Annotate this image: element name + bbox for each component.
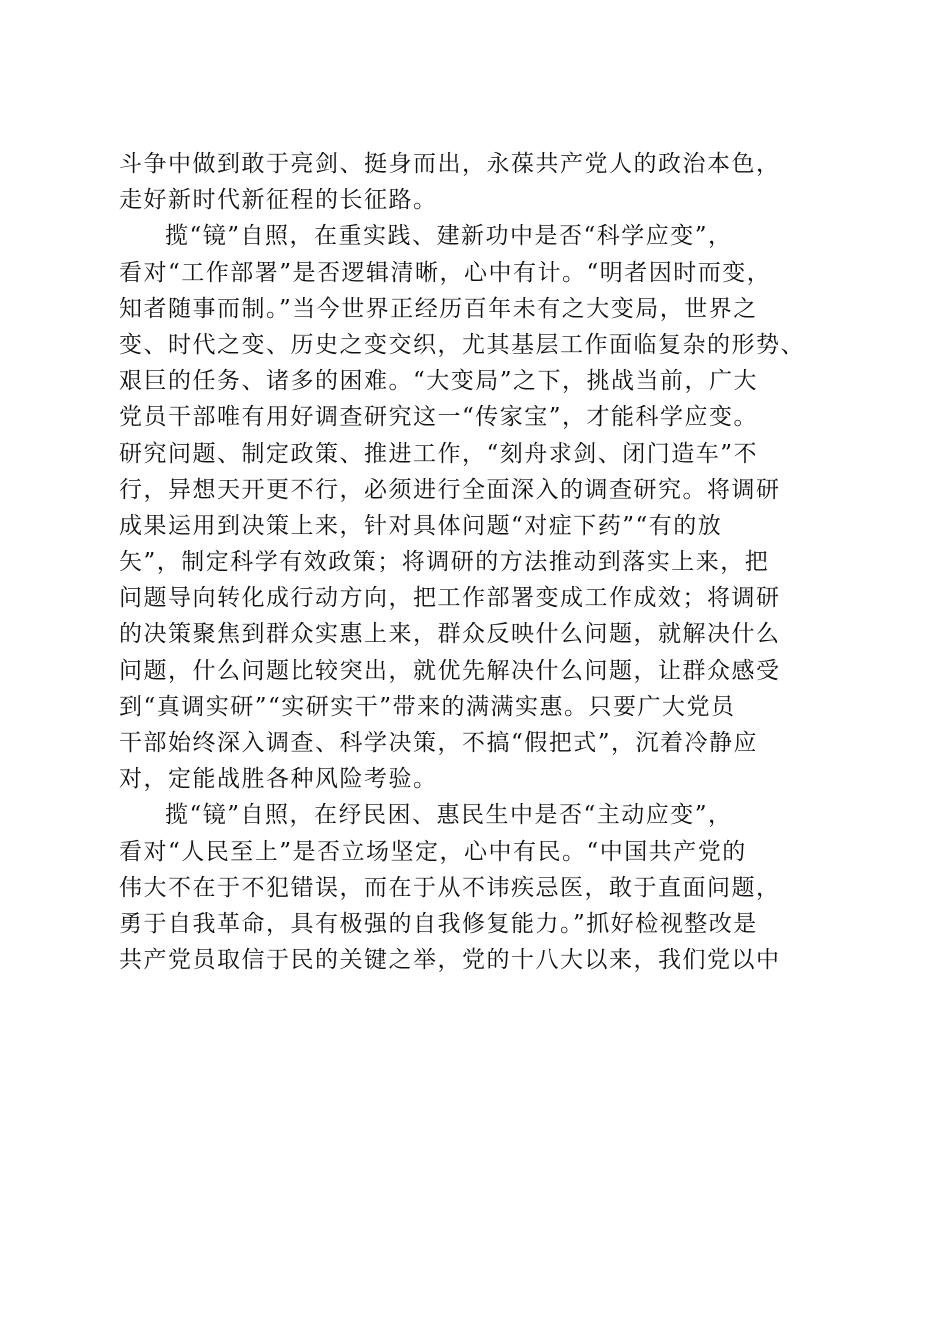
- text-line: 看对“工作部署”是否逻辑清晰，心中有计。“明者因时而变，: [119, 259, 772, 286]
- text-line: 艰巨的任务、诸多的困难。“大变局”之下，挑战当前，广大: [119, 368, 759, 395]
- paragraph: [119, 218, 839, 797]
- text-line: 问题，什么问题比较突出，就优先解决什么问题，让群众感受: [119, 657, 781, 684]
- paragraph: [119, 797, 839, 978]
- paragraph: [119, 146, 839, 218]
- text-line: 看对“人民至上”是否立场坚定，心中有民。“中国共产党的: [119, 838, 747, 865]
- text-line: 干部始终深入调查、科学决策，不搞“假把式”，沉着冷静应: [119, 730, 759, 756]
- text-line: 揽“镜”自照，在纾民困、惠民生中是否“主动应变”，: [165, 802, 733, 829]
- text-line: 对，定能战胜各种风险考验。: [119, 766, 438, 793]
- text-line: 走好新时代新征程的长征路。: [119, 187, 438, 214]
- text-line: 研究问题、制定政策、推进工作，“刻舟求剑、闭门造车”不: [119, 440, 759, 467]
- text-line: 勇于自我革命，具有极强的自我修复能力。”抓好检视整改是: [119, 910, 758, 937]
- text-line: 党员干部唯有用好调查研究这一“传家宝”，才能科学应变。: [119, 404, 759, 431]
- text-line: 到“真调实研”“实研实干”带来的满满实惠。只要广大党员: [119, 693, 736, 720]
- text-line: 斗争中做到敢于亮剑、挺身而出，永葆共产党人的政治本色，: [119, 151, 781, 177]
- text-line: 成果运用到决策上来，针对具体问题“对症下药”“有的放: [119, 512, 723, 539]
- text-line: 揽“镜”自照，在重实践、建新功中是否“科学应变”，: [165, 223, 733, 250]
- text-line: 知者随事而制。”当今世界正经历百年未有之大变局，世界之: [119, 295, 758, 322]
- text-line: 变、时代之变、历史之变交织，尤其基层工作面临复杂的形势、: [119, 331, 805, 358]
- text-line: 的决策聚焦到群众实惠上来，群众反映什么问题，就解决什么: [119, 621, 781, 648]
- text-line: 伟大不在于不犯错误，而在于从不讳疾忌医，敢于直面问题，: [119, 874, 781, 901]
- text-line: 问题导向转化成行动方向，把工作部署变成工作成效；将调研: [119, 585, 781, 612]
- text-line: 矢”，制定科学有效政策；将调研的方法推动到落实上来，把: [119, 549, 770, 576]
- text-line: 行，异想天开更不行，必须进行全面深入的调查研究。将调研: [119, 476, 781, 503]
- text-line: 共产党员取信于民的关键之举，党的十八大以来，我们党以中: [119, 947, 781, 974]
- body-text: [119, 146, 839, 978]
